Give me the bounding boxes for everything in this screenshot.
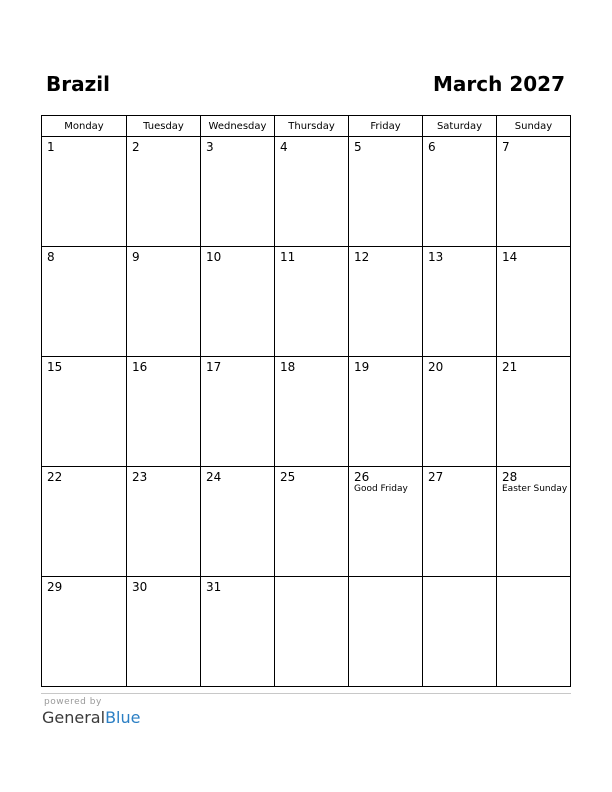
day-number: 10 bbox=[206, 250, 222, 264]
day-number: 27 bbox=[428, 470, 444, 484]
day-number: 14 bbox=[502, 250, 518, 264]
day-cell bbox=[497, 577, 571, 687]
day-cell bbox=[497, 357, 571, 467]
day-cell bbox=[423, 577, 497, 687]
day-number: 30 bbox=[132, 580, 148, 594]
day-cell bbox=[349, 467, 423, 577]
day-number: 7 bbox=[502, 140, 510, 154]
day-number: 26 bbox=[354, 470, 370, 484]
weekday-header: Wednesday bbox=[201, 116, 275, 137]
day-cell bbox=[127, 357, 201, 467]
day-number: 24 bbox=[206, 470, 222, 484]
day-cell bbox=[275, 577, 349, 687]
day-cell bbox=[497, 137, 571, 247]
day-number: 3 bbox=[206, 140, 214, 154]
day-number: 16 bbox=[132, 360, 148, 374]
week-row bbox=[42, 247, 571, 357]
weekday-header: Thursday bbox=[275, 116, 349, 137]
day-cell bbox=[349, 137, 423, 247]
day-number: 5 bbox=[354, 140, 362, 154]
day-cell bbox=[42, 357, 127, 467]
day-number: 8 bbox=[47, 250, 55, 264]
day-cell bbox=[42, 247, 127, 357]
day-cell bbox=[127, 137, 201, 247]
weekday-header: Sunday bbox=[497, 116, 571, 137]
day-number: 6 bbox=[428, 140, 436, 154]
month-year-title: March 2027 bbox=[433, 72, 565, 96]
day-number: 9 bbox=[132, 250, 140, 264]
calendar-grid bbox=[41, 115, 571, 687]
day-number: 25 bbox=[280, 470, 296, 484]
weekday-header: Friday bbox=[349, 116, 423, 137]
weekday-header: Monday bbox=[42, 116, 127, 137]
day-number: 15 bbox=[47, 360, 63, 374]
generalblue-logo[interactable] bbox=[42, 708, 140, 727]
day-cell bbox=[275, 357, 349, 467]
logo-general: General bbox=[42, 708, 106, 727]
day-number: 31 bbox=[206, 580, 222, 594]
day-cell bbox=[275, 247, 349, 357]
powered-by-text: powered by bbox=[44, 697, 102, 707]
day-cell bbox=[42, 137, 127, 247]
weekday-header: Tuesday bbox=[127, 116, 201, 137]
day-number: 21 bbox=[502, 360, 518, 374]
day-number: 29 bbox=[47, 580, 63, 594]
country-title: Brazil bbox=[46, 72, 110, 96]
day-cell bbox=[423, 247, 497, 357]
logo-blue: Blue bbox=[105, 708, 141, 727]
week-row bbox=[42, 137, 571, 247]
day-cell bbox=[497, 247, 571, 357]
day-number: 28 bbox=[502, 470, 518, 484]
day-cell bbox=[423, 357, 497, 467]
day-cell bbox=[42, 467, 127, 577]
day-cell bbox=[42, 577, 127, 687]
weekday-header-row bbox=[42, 116, 571, 137]
day-cell bbox=[201, 247, 275, 357]
week-row bbox=[42, 577, 571, 687]
day-number: 11 bbox=[280, 250, 296, 264]
day-number: 2 bbox=[132, 140, 140, 154]
day-number: 18 bbox=[280, 360, 296, 374]
day-number: 1 bbox=[47, 140, 55, 154]
day-cell bbox=[201, 577, 275, 687]
week-row bbox=[42, 467, 571, 577]
day-number: 23 bbox=[132, 470, 148, 484]
day-cell bbox=[497, 467, 571, 577]
day-number: 22 bbox=[47, 470, 63, 484]
day-cell bbox=[127, 467, 201, 577]
day-cell bbox=[127, 247, 201, 357]
day-cell bbox=[127, 577, 201, 687]
day-number: 4 bbox=[280, 140, 288, 154]
day-number: 19 bbox=[354, 360, 370, 374]
footer-divider bbox=[41, 693, 571, 694]
day-number: 17 bbox=[206, 360, 222, 374]
week-row bbox=[42, 357, 571, 467]
day-cell bbox=[201, 357, 275, 467]
day-cell bbox=[275, 467, 349, 577]
day-number: 12 bbox=[354, 250, 370, 264]
day-cell bbox=[423, 467, 497, 577]
holiday-label: Easter Sunday bbox=[502, 484, 568, 494]
day-cell bbox=[201, 137, 275, 247]
day-cell bbox=[275, 137, 349, 247]
day-number: 20 bbox=[428, 360, 444, 374]
weekday-header: Saturday bbox=[423, 116, 497, 137]
day-cell bbox=[201, 467, 275, 577]
day-cell bbox=[349, 357, 423, 467]
day-cell bbox=[423, 137, 497, 247]
holiday-label: Good Friday bbox=[354, 484, 408, 494]
day-cell bbox=[349, 577, 423, 687]
day-cell bbox=[349, 247, 423, 357]
day-number: 13 bbox=[428, 250, 444, 264]
